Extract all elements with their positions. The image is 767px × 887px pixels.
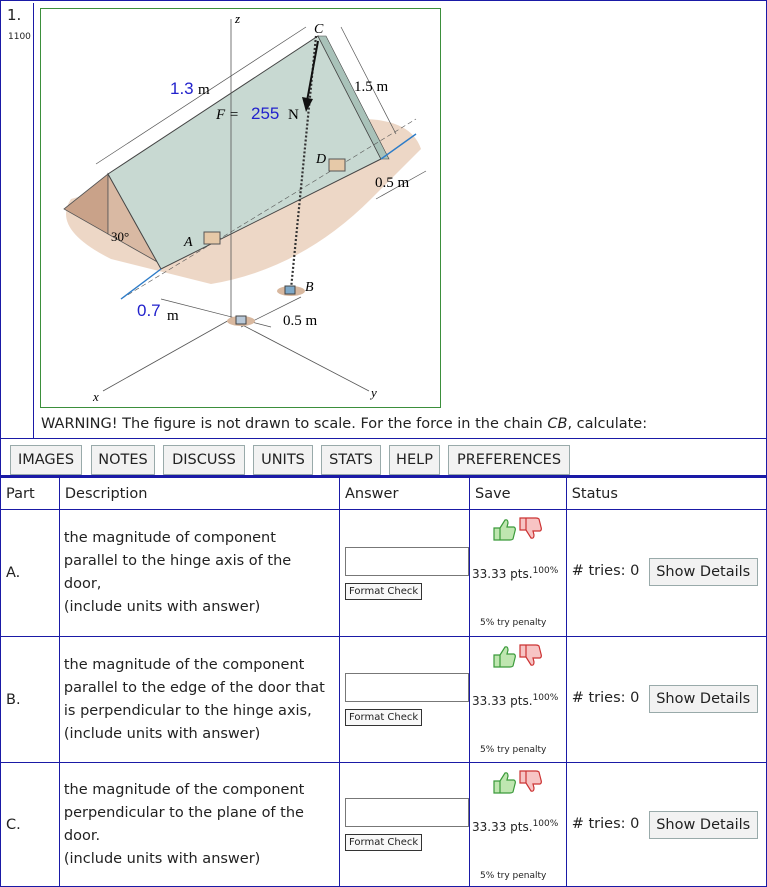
dim-0-7-value: 0.7 (137, 301, 161, 320)
vote-buttons (490, 769, 542, 798)
show-details-button[interactable]: Show Details (649, 558, 758, 586)
force-value: 255 (251, 104, 280, 123)
preferences-button[interactable]: PREFERENCES (448, 445, 570, 475)
part-label: B. (1, 637, 60, 763)
format-check-button[interactable]: Format Check (345, 709, 422, 726)
vote-icons (490, 769, 542, 795)
question-id: 1100 (8, 32, 31, 42)
answer-input[interactable] (345, 547, 469, 576)
header-status: Status (566, 478, 766, 510)
thumbs-down-icon[interactable] (520, 518, 541, 538)
thumbs-down-icon[interactable] (520, 771, 541, 791)
table-row (1, 763, 767, 887)
dim-0-5-top: 0.5 m (375, 175, 410, 191)
answer-input[interactable] (345, 673, 469, 702)
format-check-button[interactable]: Format Check (345, 583, 422, 600)
desc-line: the magnitude of the component (63, 656, 305, 673)
origin-marker (236, 316, 246, 324)
warning-text (41, 416, 647, 432)
label-x: x (93, 389, 99, 404)
dim-1-5: 1.5 m (354, 79, 389, 95)
x-axis (103, 319, 231, 391)
header-description: Description (59, 478, 339, 510)
header-answer: Answer (340, 478, 470, 510)
table-row (1, 510, 767, 637)
format-check-button[interactable]: Format Check (345, 834, 422, 851)
try-penalty: 5% try penalty (480, 745, 547, 755)
label-y: y (371, 385, 377, 400)
points (472, 566, 558, 581)
status-cell (566, 637, 766, 763)
label-b: B (305, 280, 314, 295)
thumbs-down-icon[interactable] (520, 645, 541, 665)
thumbs-up-icon[interactable] (494, 773, 515, 793)
warning-suffix: , calculate: (567, 416, 648, 432)
desc-line: (include units with answer) (63, 599, 261, 615)
status-cell (566, 763, 766, 887)
hinge-axis-blue-left (121, 269, 161, 299)
dim-1-3-value: 1.3 (170, 79, 194, 98)
points-percent: 100% (532, 566, 559, 576)
try-penalty: 5% try penalty (480, 618, 547, 628)
discuss-button[interactable]: DISCUSS (163, 445, 245, 475)
table-header-row (1, 478, 767, 510)
help-button[interactable]: HELP (389, 445, 440, 475)
show-details-button[interactable]: Show Details (649, 685, 758, 713)
dim-0-5-bottom: 0.5 m (283, 313, 318, 329)
vote-buttons (490, 643, 542, 672)
status-cell (566, 510, 766, 637)
save-cell (470, 637, 567, 763)
label-z: z (235, 11, 241, 26)
save-cell (470, 510, 567, 637)
desc-line: the magnitude of the component (63, 781, 305, 798)
label-d: D (316, 152, 327, 167)
desc-line: parallel to the edge of the door that (63, 679, 325, 696)
part-label: C. (1, 763, 60, 887)
points (472, 819, 558, 834)
thumbs-up-icon[interactable] (494, 647, 515, 667)
desc-line: parallel to the hinge axis of the (63, 553, 292, 569)
points-percent: 100% (532, 693, 559, 703)
desc-line: door, (63, 576, 102, 592)
points-percent: 100% (532, 819, 559, 829)
try-penalty: 5% try penalty (480, 871, 547, 881)
points-value: 33.33 pts. (472, 694, 533, 708)
label-a: A (184, 235, 193, 250)
vote-icons (490, 643, 542, 669)
warning-prefix: WARNING! The figure is not drawn to scale. For the force in the chain (41, 416, 548, 432)
part-description (59, 510, 339, 637)
desc-line: perpendicular to the plane of the (63, 804, 304, 821)
save-cell (470, 763, 567, 887)
angle-label: 30° (111, 229, 130, 244)
tries-count: # tries: 0 (571, 816, 640, 832)
label-c: C (314, 22, 324, 37)
figure-svg (41, 9, 440, 407)
parts-table (0, 477, 767, 887)
table-row (1, 637, 767, 763)
desc-line: (include units with answer) (63, 850, 261, 867)
anchor-b (285, 286, 295, 294)
part-description (59, 637, 339, 763)
images-button[interactable]: IMAGES (10, 445, 82, 475)
points-value: 33.33 pts. (472, 820, 533, 834)
toolbar (0, 438, 767, 477)
force-prefix: F = (216, 107, 240, 123)
dim-1-3-unit: m (198, 82, 210, 98)
warning-variable: CB (547, 416, 568, 432)
problem-figure (40, 8, 441, 408)
notes-button[interactable]: NOTES (91, 445, 155, 475)
thumbs-up-icon[interactable] (494, 520, 515, 540)
question-number: 1. (7, 6, 22, 24)
answer-input[interactable] (345, 798, 469, 827)
header-part: Part (1, 478, 60, 510)
answer-cell (340, 510, 470, 637)
answer-cell (340, 763, 470, 887)
question-number-column (3, 3, 34, 438)
desc-line: (include units with answer) (63, 725, 261, 742)
units-button[interactable]: UNITS (253, 445, 313, 475)
vote-icons (490, 516, 542, 542)
desc-line: door. (63, 827, 101, 844)
bracket-d (329, 159, 345, 171)
stats-button[interactable]: STATS (321, 445, 381, 475)
y-axis (231, 319, 369, 391)
dim-0-7-unit: m (167, 308, 179, 324)
tries-count: # tries: 0 (571, 690, 640, 706)
desc-line: the magnitude of component (63, 530, 276, 546)
desc-line: is perpendicular to the hinge axis, (63, 702, 312, 719)
header-save: Save (470, 478, 567, 510)
vote-buttons (490, 516, 542, 545)
part-label: A. (1, 510, 60, 637)
points (472, 693, 558, 708)
bracket-a (204, 232, 220, 244)
tries-count: # tries: 0 (571, 563, 640, 579)
show-details-button[interactable]: Show Details (649, 811, 758, 839)
force-unit: N (288, 107, 299, 123)
answer-cell (340, 637, 470, 763)
part-description (59, 763, 339, 887)
points-value: 33.33 pts. (472, 567, 533, 581)
